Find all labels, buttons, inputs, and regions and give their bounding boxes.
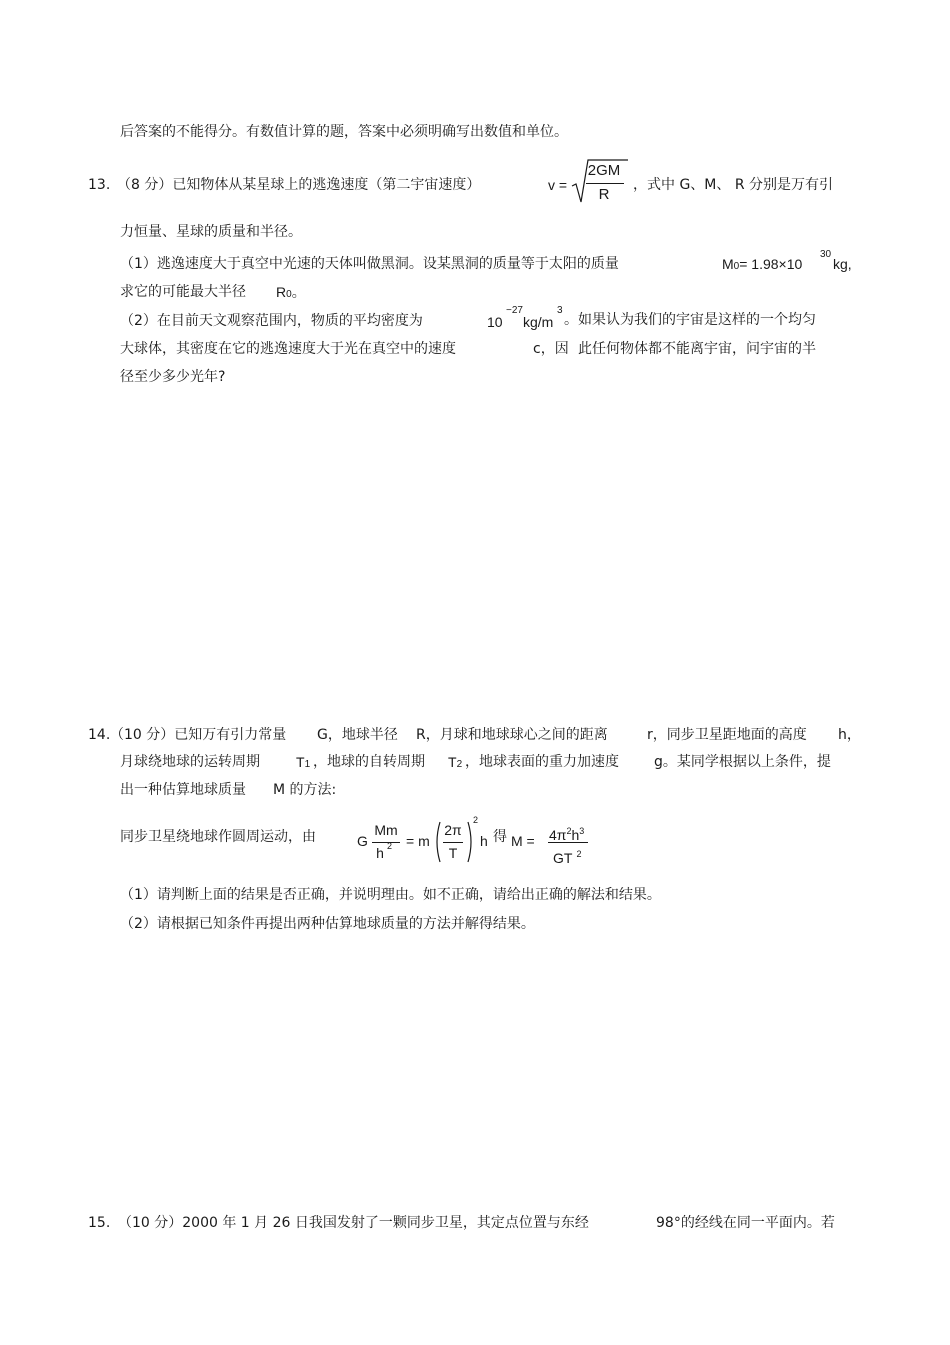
mass-m: M: [722, 256, 734, 272]
mass-exponent: 30: [820, 249, 832, 260]
formula-h: h: [480, 833, 488, 849]
frac1-denominator: h: [376, 845, 384, 861]
q13-lead: （8 分）已知物体从某星球上的逃逸速度（第二宇宙速度）: [117, 177, 481, 193]
frac3-pi-exp: 2: [566, 826, 572, 836]
q14-line1-d: r，同步卫星距地面的高度: [647, 727, 807, 743]
formula-de: 得: [493, 829, 507, 845]
q15-number: 15.: [88, 1215, 111, 1231]
period-t1: [296, 753, 310, 774]
q13-part2-text: （2）在目前天文观察范围内，物质的平均密度为: [120, 313, 423, 329]
q14-line2-e: ，地球表面的重力加速度: [465, 754, 619, 770]
t2-letter: T: [448, 754, 457, 770]
q14-line3-b: M 的方法:: [273, 782, 337, 798]
frac3-bar: [548, 842, 588, 843]
q13-part2-text-end: 。如果认为我们的宇宙是这样的一个均匀: [564, 312, 816, 328]
q13-number: 13.: [88, 177, 111, 193]
frac1-numerator: Mm: [374, 822, 398, 838]
t1-letter: T: [296, 754, 305, 770]
q13-formula-denominator: R: [598, 186, 610, 203]
frac2-numerator: 2π: [444, 822, 462, 838]
q13-after-formula: ，式中 G、M、 R 分别是万有引: [633, 177, 834, 193]
frac3-denominator: [553, 845, 581, 867]
q14-part2: （2）请根据已知条件再提出两种估算地球质量的方法并解得结果。: [120, 916, 535, 932]
frac2-denominator: T: [448, 845, 458, 861]
q15-line-a: （10 分）2000 年 1 月 26 日我国发射了一颗同步卫星，其定点位置与东经: [118, 1215, 589, 1231]
frac3-gt: GT: [553, 850, 573, 866]
frac3-h-exp: 3: [579, 826, 585, 836]
frac3-h: h: [571, 827, 580, 843]
q14-method-text: 同步卫星绕地球作圆周运动，由: [120, 829, 316, 845]
instructions-line: 后答案的不能得分。有数值计算的题，答案中必须明确写出数值和单位。: [120, 124, 568, 140]
frac2-bar: [443, 842, 463, 843]
formula-eq-m: = m: [406, 833, 430, 849]
mass-eq: = 1.98×10: [739, 256, 803, 272]
q14-line2-f: g。某同学根据以上条件，提: [654, 754, 831, 770]
frac3-4pi: 4π: [549, 827, 567, 843]
frac1-den-exponent: 2: [387, 841, 393, 851]
frac3-numerator: [549, 822, 584, 844]
t1-sub: 1: [304, 759, 311, 770]
period-t2: [448, 753, 462, 774]
formula-m-eq: M =: [511, 833, 535, 849]
q13-part2-line2-c: 此任何物体都不能离宇宙，问宇宙的半: [578, 341, 816, 357]
q13-part2-line2-b: c，因: [533, 341, 569, 357]
mass-sub: 0: [733, 261, 740, 272]
q14-number: 14.: [88, 727, 111, 743]
density-base: 10: [487, 314, 503, 330]
paren-exponent: 2: [473, 815, 479, 825]
q13-part1-text: （1）逃逸速度大于真空中光速的天体叫做黑洞。设某黑洞的质量等于太阳的质量: [120, 256, 619, 272]
formula-g: G: [357, 833, 368, 849]
density-exponent: −27: [506, 305, 523, 316]
t2-sub: 2: [456, 759, 463, 770]
q15-line-b: 98°的经线在同一平面内。若: [656, 1215, 835, 1231]
q13-part2-line2-a: 大球体，其密度在它的逃逸速度大于光在真空中的速度: [120, 341, 456, 357]
mass-unit: kg,: [833, 256, 852, 272]
q13-formula-lhs: v =: [548, 177, 568, 193]
q14-line1-b: G，地球半径: [317, 727, 398, 743]
q14-line1-e: h，: [838, 727, 861, 743]
q14-line2-c: ，地球的自转周期: [313, 754, 425, 770]
frac1-bar: [372, 842, 400, 843]
q14-line2-a: 月球绕地球的运转周期: [120, 754, 260, 770]
frac3-den-exp: 2: [576, 849, 582, 859]
density-unit: kg/m: [523, 314, 554, 330]
q14-line1-c: R，月球和地球球心之间的距离: [416, 727, 608, 743]
radius-r: R: [276, 284, 287, 300]
q13-line2: 力恒量、星球的质量和半径。: [120, 224, 302, 240]
q13-formula-numerator: 2GM: [587, 162, 621, 179]
q13-part1-line2: 求它的可能最大半径: [120, 284, 246, 300]
q13-mass-symbol: [722, 255, 802, 276]
radius-end: 。: [291, 284, 306, 300]
q13-part2-line3: 径至少多少光年?: [120, 369, 226, 385]
density-unit-exponent: 3: [557, 305, 563, 316]
radius-symbol: [276, 283, 306, 304]
q14-line1-a: （10 分）已知万有引力常量: [110, 727, 287, 743]
q13-fraction-bar: [586, 183, 624, 184]
q14-part1: （1）请判断上面的结果是否正确，并说明理由。如不正确，请给出正确的解法和结果。: [120, 887, 661, 903]
radius-sub: 0: [286, 289, 292, 300]
q14-line3-a: 出一种估算地球质量: [120, 782, 246, 798]
